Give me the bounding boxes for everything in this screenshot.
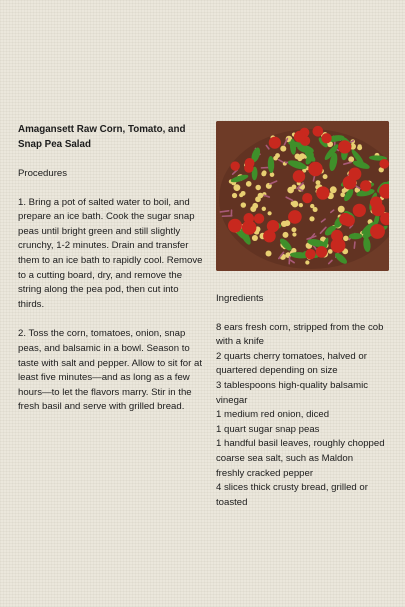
corn-kernel [261, 171, 266, 176]
corn-kernel [330, 186, 337, 193]
corn-kernel [299, 203, 303, 207]
corn-kernel [281, 221, 287, 227]
cherry-tomato [316, 246, 328, 258]
cherry-tomato [302, 193, 312, 203]
cherry-tomato [305, 249, 315, 259]
corn-kernel [348, 156, 354, 162]
corn-kernel [241, 191, 246, 196]
cherry-tomato [230, 161, 239, 170]
ingredient-item: 1 quart sugar snap peas [216, 423, 320, 435]
cherry-tomato [254, 213, 264, 223]
cherry-tomato [370, 224, 385, 239]
corn-kernel [252, 235, 258, 241]
ingredient-item: 3 tablespoons high-quality balsamic vinegar [216, 379, 368, 406]
ingredient-item: 1 handful basil leaves, roughly chopped [216, 438, 385, 450]
corn-kernel [233, 184, 240, 191]
corn-kernel [262, 207, 266, 211]
corn-kernel [283, 232, 289, 238]
salad-photo [216, 121, 389, 271]
ingredient-item: 2 quarts cherry tomatoes, halved or quartered depending on size [216, 350, 367, 377]
corn-kernel [246, 181, 252, 187]
cherry-tomato [269, 137, 281, 149]
cherry-tomato [321, 133, 331, 143]
corn-kernel [328, 249, 333, 254]
corn-kernel [266, 250, 272, 256]
ingredient-item: freshly cracked pepper [216, 467, 314, 479]
corn-kernel [338, 206, 345, 213]
cherry-tomato [294, 131, 306, 143]
corn-kernel [323, 174, 328, 179]
corn-kernel [309, 216, 314, 221]
cherry-tomato [245, 158, 255, 168]
corn-kernel [292, 232, 296, 236]
ingredients-column [216, 121, 390, 510]
ingredients-heading: Ingredients [216, 293, 264, 304]
corn-kernel [340, 192, 345, 197]
corn-kernel [342, 188, 347, 193]
corn-kernel [241, 202, 246, 207]
corn-kernel [258, 193, 264, 199]
ingredient-item: coarse sea salt, such as Maldon [216, 452, 354, 464]
cherry-tomato [228, 219, 242, 233]
procedures-column [18, 122, 203, 430]
cherry-tomato [288, 210, 302, 224]
salad-illustration [216, 121, 389, 271]
cherry-tomato [353, 204, 366, 217]
corn-kernel [232, 193, 237, 198]
cherry-tomato [263, 230, 276, 243]
corn-kernel [287, 187, 294, 194]
procedure-step-1: 1. Bring a pot of salted water to boil, and prepare an ice bath. Cook the sugar snap peas until bright green and still slightly crunchy, 1-2 minutes. Drain and transfer them to an ice bath to rapidly cool. Remove to a cutting board, dry, and remove the string along the pea pod, then cut into thirds. [18, 196, 203, 310]
corn-kernel [270, 172, 275, 177]
recipe-title: Amagansett Raw Corn, Tomato, and Snap Pea Salad [18, 124, 186, 150]
ingredient-item: 8 ears fresh corn, stripped from the cob with a knife [216, 321, 384, 348]
corn-kernel [316, 180, 321, 185]
cherry-tomato [308, 162, 322, 176]
corn-kernel [291, 227, 296, 232]
corn-kernel [273, 156, 278, 161]
cherry-tomato [339, 213, 351, 225]
ingredient-item: 4 slices thick crusty bread, grilled or toasted [216, 482, 368, 508]
ingredient-item: 1 medium red onion, diced [216, 409, 330, 421]
corn-kernel [291, 201, 295, 205]
procedures-heading: Procedures [18, 168, 68, 179]
corn-kernel [255, 185, 261, 191]
cherry-tomato [293, 170, 305, 182]
corn-kernel [252, 203, 258, 209]
cherry-tomato [349, 168, 362, 181]
corn-kernel [297, 156, 302, 161]
cherry-tomato [331, 230, 343, 242]
cherry-tomato [313, 126, 324, 137]
cherry-tomato [316, 186, 329, 199]
corn-kernel [357, 145, 362, 150]
cherry-tomato [360, 180, 371, 191]
cherry-tomato [244, 213, 255, 224]
corn-kernel [268, 211, 272, 215]
cherry-tomato [338, 140, 351, 153]
cherry-tomato [379, 159, 389, 169]
corn-kernel [305, 260, 309, 264]
procedure-step-2: 2. Toss the corn, tomatoes, onion, snap peas, and balsamic in a bowl. Season to taste with salt and pepper. Allow to sit for at least five minutes—and as long as a few hours—to let the flavors marry. Stir in the fresh basil and serve with grilled bread. [18, 328, 202, 413]
corn-kernel [313, 207, 318, 212]
corn-kernel [343, 236, 349, 242]
cherry-tomato [370, 196, 382, 208]
corn-kernel [280, 146, 286, 152]
